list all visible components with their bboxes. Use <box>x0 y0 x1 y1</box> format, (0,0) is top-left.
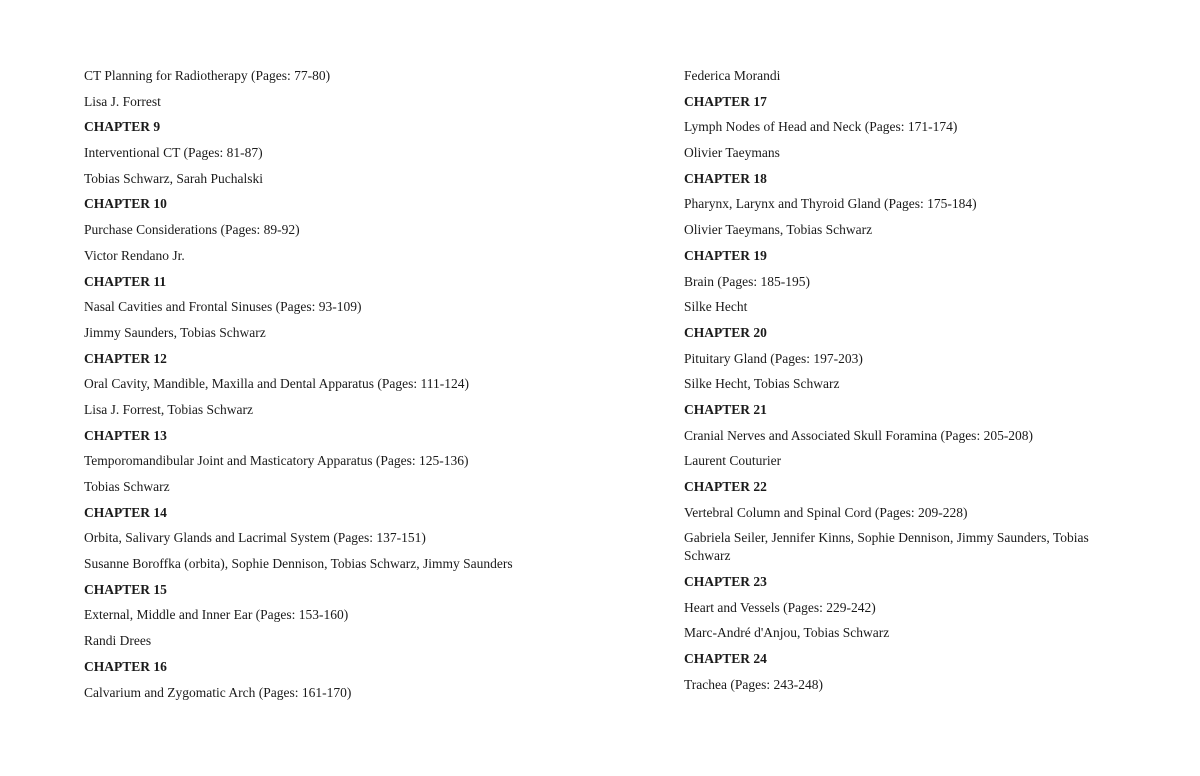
chapter-title: Purchase Considerations (Pages: 89-92) <box>84 222 300 238</box>
chapter-authors: Randi Drees <box>84 633 152 649</box>
chapter-title: Heart and Vessels (Pages: 229-242) <box>684 599 876 615</box>
chapter-heading: CHAPTER 17 <box>684 93 767 109</box>
chapter-title: Brain (Pages: 185-195) <box>684 273 810 289</box>
chapter-authors: Victor Rendano Jr. <box>84 247 185 263</box>
chapter-title: Trachea (Pages: 243-248) <box>684 676 823 692</box>
chapter-heading: CHAPTER 20 <box>684 324 767 340</box>
chapter-title: Lymph Nodes of Head and Neck (Pages: 171-174) <box>684 119 958 135</box>
chapter-title: Pituitary Gland (Pages: 197-203) <box>684 350 863 366</box>
chapter-heading: CHAPTER 19 <box>684 247 767 263</box>
chapter-title: Cranial Nerves and Associated Skull Foramina (Pages: 205-208) <box>684 427 1034 443</box>
chapter-title: Calvarium and Zygomatic Arch (Pages: 161-170) <box>84 684 352 700</box>
chapter-authors: Silke Hecht, Tobias Schwarz <box>684 376 840 392</box>
chapter-heading: CHAPTER 14 <box>84 504 167 520</box>
chapter-heading: CHAPTER 13 <box>84 427 167 443</box>
chapter-title: Orbita, Salivary Glands and Lacrimal System (Pages: 137-151) <box>84 530 426 546</box>
chapter-authors: Jimmy Saunders, Tobias Schwarz <box>84 324 266 340</box>
chapter-title: Oral Cavity, Mandible, Maxilla and Dental Apparatus (Pages: 111-124) <box>84 376 470 392</box>
left-column <box>84 67 604 709</box>
chapter-title: Temporomandibular Joint and Masticatory Apparatus (Pages: 125-136) <box>84 453 469 469</box>
chapter-heading: CHAPTER 23 <box>684 574 767 590</box>
chapter-title: External, Middle and Inner Ear (Pages: 153-160) <box>84 607 349 623</box>
chapter-authors: Silke Hecht <box>684 299 748 315</box>
chapter-authors: Lisa J. Forrest <box>84 93 161 109</box>
chapter-heading: CHAPTER 16 <box>84 658 167 674</box>
chapter-heading: CHAPTER 11 <box>84 273 167 289</box>
chapter-title: Interventional CT (Pages: 81-87) <box>84 145 263 161</box>
chapter-authors: Lisa J. Forrest, Tobias Schwarz <box>84 401 254 417</box>
chapter-title: Pharynx, Larynx and Thyroid Gland (Pages: 175-184) <box>684 196 977 212</box>
chapter-heading: CHAPTER 24 <box>684 651 767 667</box>
chapter-authors: Federica Morandi <box>684 68 781 83</box>
chapter-authors: Gabriela Seiler, Jennifer Kinns, Sophie Dennison, Jimmy Saunders, Tobias Schwarz <box>684 530 1089 564</box>
right-column <box>684 67 1104 702</box>
chapter-heading: CHAPTER 21 <box>684 401 767 417</box>
chapter-authors: Olivier Taeymans, Tobias Schwarz <box>684 222 873 238</box>
chapter-authors: Olivier Taeymans <box>684 145 780 161</box>
chapter-heading: CHAPTER 18 <box>684 170 767 186</box>
chapter-heading: CHAPTER 10 <box>84 196 167 212</box>
chapter-heading: CHAPTER 22 <box>684 479 767 494</box>
chapter-title: Vertebral Column and Spinal Cord (Pages: 209-228) <box>684 504 968 520</box>
chapter-authors: Susanne Boroffka (orbita), Sophie Dennison, Tobias Schwarz, Jimmy Saunders <box>84 556 513 572</box>
chapter-authors: Laurent Couturier <box>684 453 782 469</box>
chapter-title: CT Planning for Radiotherapy (Pages: 77-80) <box>84 68 331 83</box>
chapter-heading: CHAPTER 15 <box>84 581 167 597</box>
chapter-authors: Tobias Schwarz <box>84 479 170 494</box>
chapter-authors: Marc-André d'Anjou, Tobias Schwarz <box>684 625 890 641</box>
chapter-authors: Tobias Schwarz, Sarah Puchalski <box>84 170 264 186</box>
chapter-heading: CHAPTER 12 <box>84 350 167 366</box>
chapter-title: Nasal Cavities and Frontal Sinuses (Pages: 93-109) <box>84 299 362 315</box>
chapter-heading: CHAPTER 9 <box>84 119 161 135</box>
